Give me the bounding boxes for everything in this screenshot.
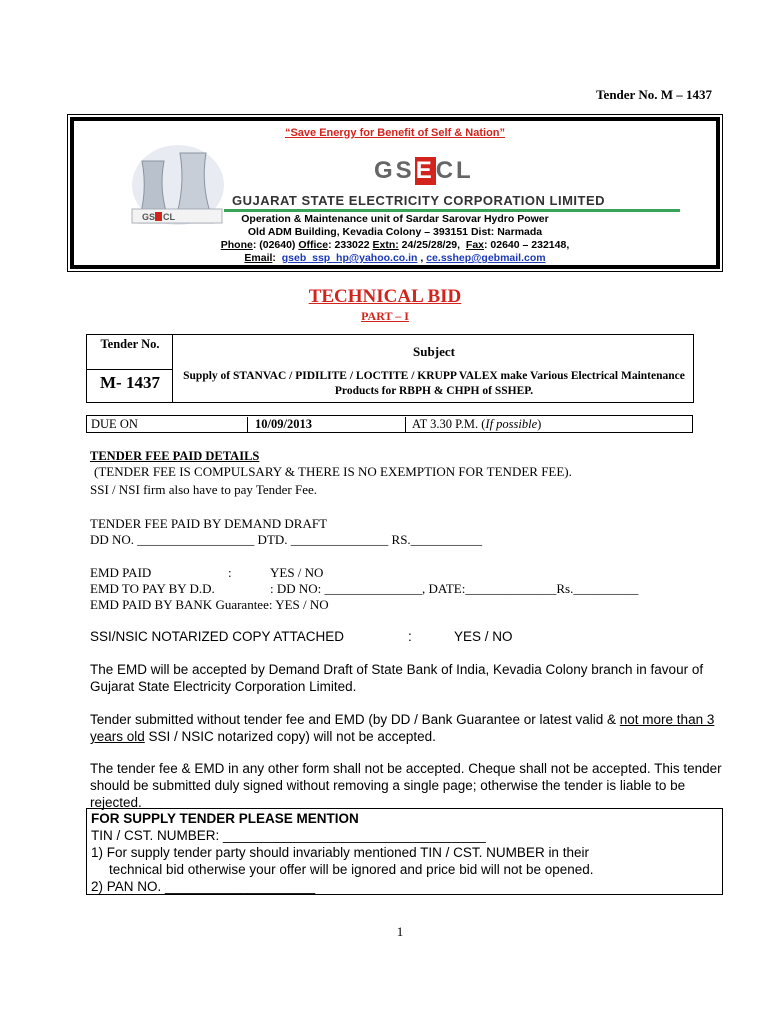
supply-item-2: 2) PAN NO. ____________________ [91,879,316,894]
due-label: DUE ON [91,417,138,431]
brand-wordmark: GSECL [374,157,474,184]
tender-fee-ssi: SSI / NSI firm also have to pay Tender Fee. [90,482,318,497]
dd-line: DD NO. __________________ DTD. _______________ RS.___________ [90,532,483,547]
part-title: PART – I [361,309,409,323]
subject-table [86,334,694,403]
supply-item-1-cont: technical bid otherwise your offer will be ignored and price bid will not be opened. [109,862,594,877]
email-link-1[interactable]: gseb_ssp_hp@yahoo.co.in [281,252,418,264]
email-line: Email: gseb_ssp_hp@yahoo.co.in , ce.sshep@gebmail.com [244,252,546,264]
unit-line: Operation & Maintenance unit of Sardar Sarovar Hydro Power [241,213,549,225]
tender-fee-note: (TENDER FEE IS COMPULSARY & THERE IS NO EXEMPTION FOR TENDER FEE). [94,464,572,479]
technical-bid-title: TECHNICAL BID [308,286,462,307]
green-divider [224,209,680,212]
contact-line: Phone: (02640) Office: 233022 Extn: 24/25/28/29, Fax: 02640 – 232148, [220,239,570,251]
company-name: GUJARAT STATE ELECTRICITY CORPORATION LIMITED [232,193,606,208]
tender-fee-heading: TENDER FEE PAID DETAILS [90,449,260,463]
address-line: Old ADM Building, Kevadia Colony – 393151 Dist: Narmada [247,226,543,238]
slogan: “Save Energy for Benefit of Self & Nation” [284,127,506,139]
tender-no-label: Tender No. [100,337,160,351]
svg-text:CL: CL [163,212,175,222]
subject-label: Subject [413,344,455,359]
tender-no-value: M- 1437 [100,373,160,392]
svg-text:GS: GS [142,212,156,222]
emd-paragraph: The EMD will be accepted by Demand Draft of State Bank of India, Kevadia Colony branch in favour of Gujarat State Electricity Corporation Limited. [90,662,704,694]
page-number: 1 [396,924,404,939]
email-link-2[interactable]: ce.sshep@gebmail.com [426,252,546,264]
letterhead-address [74,213,716,265]
due-row [86,415,693,433]
tin-line: TIN / CST. NUMBER: ___________________________________ [91,828,486,843]
tender-number-header: Tender No. M – 1437 [596,87,712,102]
supply-item-1: 1) For supply tender party should invariably mentioned TIN / CST. NUMBER in their [91,845,589,860]
other-form-paragraph: The tender fee & EMD in any other form shall not be accepted. Cheque shall not be accepted. This tender should be submitted duly signed without removing a single page; otherwise the tender is liable to be rejected. [90,761,722,810]
supply-heading: FOR SUPPLY TENDER PLEASE MENTION [91,811,359,826]
rejection-paragraph: Tender submitted without tender fee and EMD (by DD / Bank Guarantee or latest valid & not more than 3 years old SSI / NSIC notarized copy) will not be accepted. [90,712,715,744]
letterhead-box [70,117,720,269]
due-date: 10/09/2013 [255,417,312,431]
dd-heading: TENDER FEE PAID BY DEMAND DRAFT [90,516,328,531]
supply-tender-box [86,808,723,895]
subject-text: Supply of STANVAC / PIDILITE / LOCTITE / KRUPP VALEX make Various Electrical Maintenance Products for RBPH & CHPH of SSHEP. [183,370,685,397]
due-time: AT 3.30 P.M. (If possible) [412,417,542,431]
